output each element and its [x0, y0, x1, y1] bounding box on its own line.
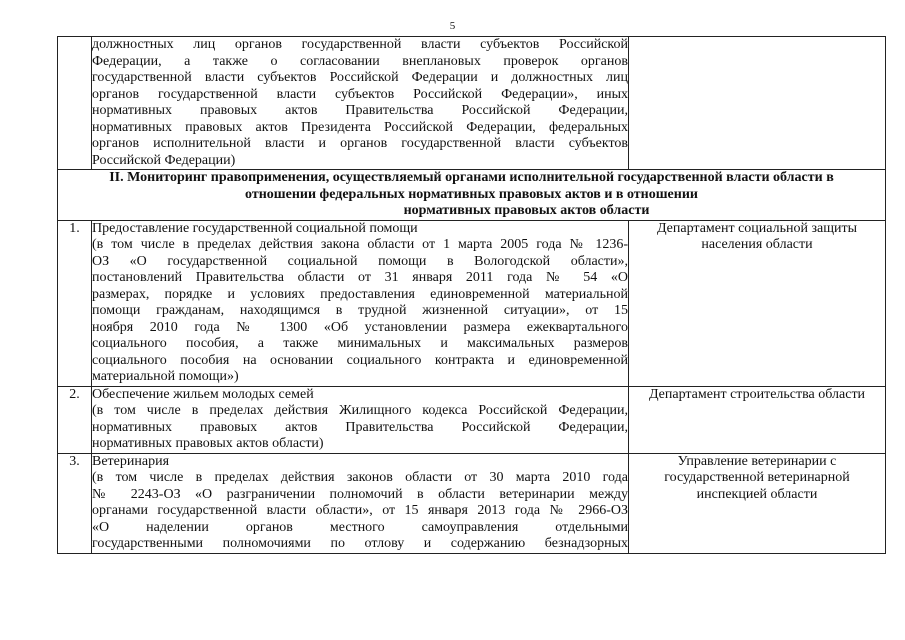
- text-line: Обеспечение жильем молодых семей: [92, 386, 314, 402]
- table-row: [58, 220, 886, 386]
- table-row: [58, 386, 886, 453]
- section-header-line: отношении федеральных нормативных правовых актов и в отношении: [245, 186, 698, 202]
- text-line: должностных лиц органов государственной власти субъектов Российской: [92, 37, 628, 52]
- row-number: 1.: [58, 220, 92, 386]
- text-line: органов исполнительной власти и органов государственной власти субъектов: [92, 136, 628, 151]
- text-line: (в том числе в пределах действия закона области от 1 марта 2005 года № 1236-: [92, 237, 628, 252]
- text-line: № 2243-ОЗ «О разграничении полномочий в области ветеринарии между: [92, 486, 628, 502]
- text-line: нормативных правовых актов Правительства Российской Федерации,: [92, 103, 628, 118]
- section-header-row: [58, 170, 886, 221]
- text-line: (в том числе в пределах действия законов области от 30 марта 2010 года: [92, 470, 628, 485]
- page-number: 5: [449, 20, 456, 32]
- section-header-line: II. Мониторинг правоприменения, осуществляемый органами исполнительной государственной власти области в: [109, 170, 834, 185]
- text-line: «О наделении органов местного самоуправления отдельными: [92, 519, 628, 535]
- row-number: 3.: [58, 453, 92, 553]
- text-line: Предоставление государственной социальной помощи: [92, 220, 418, 236]
- department-line: Департамент социальной защиты: [656, 220, 858, 236]
- text-line: государственной власти субъектов Российской Федерации и должностных лиц: [92, 70, 628, 85]
- department-line: Департамент строительства области: [648, 386, 866, 402]
- table-row: [58, 453, 886, 553]
- department-line: государственной ветеринарной: [664, 470, 850, 485]
- text-line: ноября 2010 года № 1300 «Об установлении размера ежеквартального: [92, 319, 628, 335]
- department-cell: [629, 386, 886, 453]
- description-cell: [92, 386, 629, 453]
- department-line: населения области: [701, 237, 813, 252]
- section-header-line: нормативных правовых актов области: [403, 203, 650, 218]
- description-cell: [92, 453, 629, 553]
- department-cell: [629, 453, 886, 553]
- table-row-continuation: [58, 37, 886, 170]
- text-line: материальной помощи»): [92, 369, 239, 384]
- section-header: [58, 170, 886, 221]
- description-cell: [92, 37, 629, 170]
- text-line: ОЗ «О государственной социальной помощи в Вологодской области»,: [92, 253, 628, 269]
- text-line: Ветеринария: [92, 453, 170, 469]
- text-line: постановлений Правительства области от 31 января 2011 года № 54 «О: [92, 270, 628, 285]
- row-number: 2.: [58, 386, 92, 453]
- text-line: нормативных правовых актов Правительства Российской Федерации,: [92, 419, 628, 435]
- text-line: Федерации, а также о согласовании внеплановых проверок органов: [92, 53, 628, 69]
- text-line: размерах, порядке и условиях предоставления единовременной материальной: [92, 286, 628, 302]
- text-line: нормативных правовых актов области): [92, 436, 324, 451]
- department-line: инспекцией области: [696, 486, 818, 502]
- department-cell: [629, 220, 886, 386]
- text-line: Российской Федерации): [92, 152, 236, 168]
- monitoring-plan-table: [57, 36, 886, 554]
- text-line: социального пособия, а также минимальных и максимальных размеров: [92, 336, 628, 351]
- text-line: органами государственной власти области», от 15 января 2013 года № 2966-ОЗ: [92, 503, 628, 518]
- text-line: государственными полномочиями по отлову и содержанию безнадзорных: [92, 536, 628, 551]
- text-line: органов государственной власти субъектов Российской Федерации», иных: [92, 86, 628, 102]
- text-line: социального пособия на основании социального контракта и единовременной: [92, 352, 628, 368]
- text-line: помощи гражданам, находящимся в трудной жизненной ситуации», от 15: [92, 303, 628, 318]
- department-cell: [629, 37, 886, 170]
- department-line: Управление ветеринарии с: [677, 453, 837, 469]
- description-cell: [92, 220, 629, 386]
- text-line: нормативных правовых актов Президента Российской Федерации, федеральных: [92, 119, 628, 135]
- number-cell: [58, 37, 92, 170]
- text-line: (в том числе в пределах действия Жилищного кодекса Российской Федерации,: [92, 403, 628, 418]
